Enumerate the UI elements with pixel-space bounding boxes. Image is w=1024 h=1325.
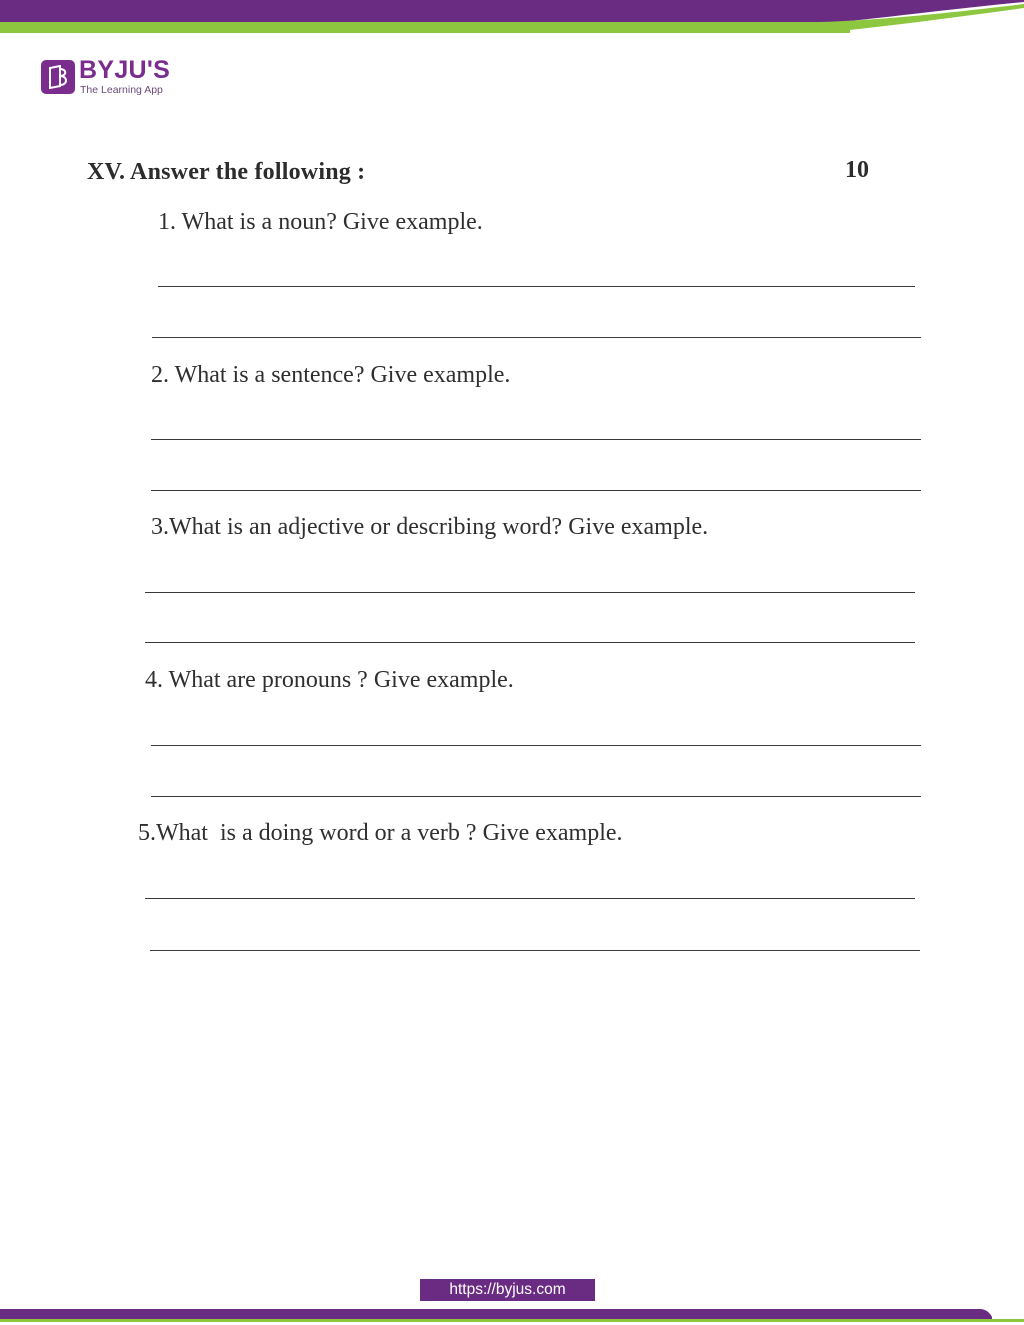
- byjus-logo-icon: [41, 60, 75, 94]
- brand-logo: [41, 58, 170, 96]
- answer-line-5a: [145, 898, 915, 899]
- brand-name: BYJU'S: [79, 56, 171, 84]
- question-4: 4. What are pronouns ? Give example.: [145, 667, 514, 693]
- answer-line-3b: [145, 642, 915, 643]
- question-5: 5.What is a doing word or a verb ? Give example.: [138, 820, 623, 846]
- answer-line-4a: [151, 745, 921, 746]
- question-3: 3.What is an adjective or describing word? Give example.: [151, 514, 709, 540]
- question-2: 2. What is a sentence? Give example.: [151, 362, 511, 388]
- answer-line-1b: [152, 337, 921, 338]
- section-title: XV. Answer the following :: [87, 159, 366, 185]
- answer-line-2a: [151, 439, 921, 440]
- answer-line-4b: [151, 796, 921, 797]
- section-marks: 10: [845, 157, 869, 183]
- top-decorative-band: [0, 0, 1024, 36]
- answer-line-1a: [158, 286, 915, 287]
- answer-line-5b: [150, 950, 920, 951]
- brand-tagline: The Learning App: [80, 84, 163, 96]
- footer-url-badge[interactable]: https://byjus.com: [420, 1279, 595, 1301]
- answer-line-2b: [151, 490, 921, 491]
- question-1: 1. What is a noun? Give example.: [158, 209, 483, 235]
- answer-line-3a: [145, 592, 915, 593]
- bottom-decorative-band: [0, 1303, 1024, 1325]
